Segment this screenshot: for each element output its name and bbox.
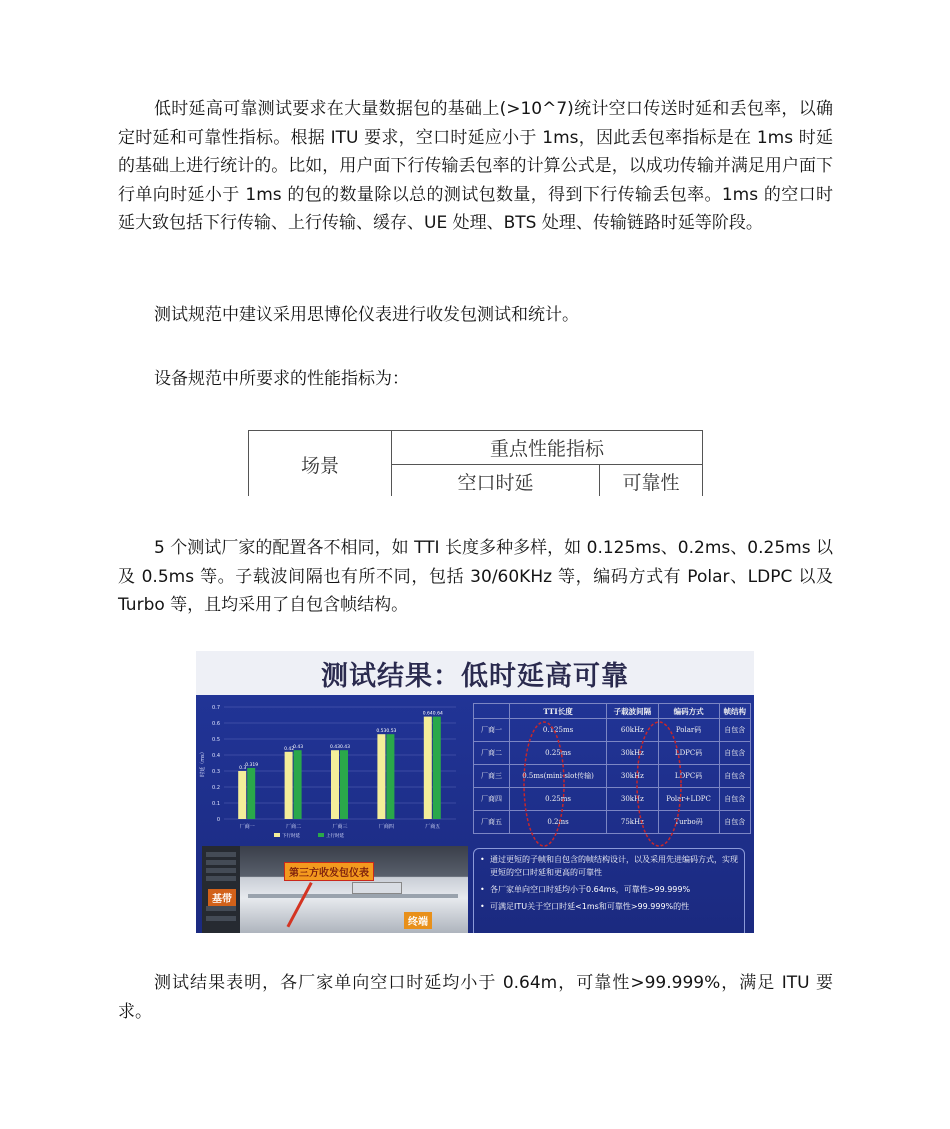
table-header-cell: TTI长度 — [510, 704, 607, 719]
y-tick-label: 0.4 — [212, 753, 220, 759]
spec-air-latency-cell: 空口时延 — [392, 465, 600, 497]
label-tester: 第三方收发包仪表 — [284, 862, 374, 881]
table-cell: 自包含 — [719, 765, 750, 788]
table-cell: 30kHz — [607, 788, 658, 811]
slide-body — [196, 695, 754, 933]
table-header-cell: 编码方式 — [658, 704, 719, 719]
test-result-slide — [196, 651, 754, 933]
legend-label: 上行时延 — [326, 834, 344, 839]
table-cell: 75kHz — [607, 811, 658, 834]
paragraph-vendors: 5 个测试厂家的配置各不相同，如 TTI 长度多种多样，如 0.125ms、0.2ms、0.25ms 以及 0.5ms 等。子载波间隔也有所不同，包括 30/60KHz 等，编码方式有 Polar、LDPC 以及 Turbo 等，且均采用了自包含帧结构。 — [118, 538, 833, 615]
table-cell: LDPC码 — [658, 765, 719, 788]
y-tick-label: 0.1 — [212, 801, 220, 807]
test-setup-photo — [202, 846, 468, 933]
photo-arrow — [287, 882, 313, 928]
spec-key-metrics-cell: 重点性能指标 — [392, 431, 703, 465]
x-tick-label: 厂商五 — [425, 824, 441, 830]
y-tick-label: 0.3 — [212, 769, 220, 775]
y-tick-label: 0.7 — [212, 705, 220, 711]
data-label: 0.42 — [284, 746, 295, 752]
table-cell: 60kHz — [607, 719, 658, 742]
slide-title: 测试结果：低时延高可靠 — [196, 651, 754, 695]
photo-device — [352, 882, 402, 894]
coding-highlight-circle — [637, 722, 681, 846]
paragraph-latency-test: 低时延高可靠测试要求在大量数据包的基础上(>10^7)统计空口传送时延和丢包率，以确定时延和可靠性指标。根据 ITU 要求，空口时延应小于 1ms，因此丢包率指标是在 1ms 时延的基础上进行统计的。比如，用户面下行传输丢包率的计算公式是，以成功传输并满足用户面下行单向时延小于 1ms 的包的数量除以总的测试包数量，得到下行传输丢包率。1ms 的空口时延大致包括下行传输、上行传输、缓存、UE 处理、BTS 处理、传输链路时延等阶段。 — [118, 99, 833, 233]
note-line: • 各厂家单向空口时延均小于0.64ms，可靠性>99.999% — [480, 883, 738, 896]
table-cell: Polar+LDPC — [658, 788, 719, 811]
table-cell: 0.25ms — [510, 788, 607, 811]
y-tick-label: 0.2 — [212, 785, 220, 791]
data-label: 0.43 — [293, 745, 304, 751]
data-label: 0.430.43 — [329, 745, 351, 751]
y-tick-label: 0.6 — [212, 721, 220, 727]
note-line: • 可满足ITU关于空口时延<1ms和可靠性>99.999%的性 — [480, 900, 738, 913]
table-header-cell: 子载波间隔 — [607, 704, 658, 719]
table-cell: 0.2ms — [510, 811, 607, 834]
table-cell: 厂商四 — [474, 788, 510, 811]
paragraph-spirent: 测试规范中建议采用思博伦仪表进行收发包测试和统计。 — [154, 305, 579, 325]
legend-label: 下行时延 — [282, 834, 300, 839]
note-line: • 通过更短的子帧和自包含的帧结构设计，以及采用先进编码方式，实现更短的空口时延和更高的可靠性 — [480, 853, 738, 879]
table-cell: 30kHz — [607, 742, 658, 765]
table-cell: 30kHz — [607, 765, 658, 788]
table-cell: 0.25ms — [510, 742, 607, 765]
spec-reliability-cell: 可靠性 — [600, 465, 703, 497]
paragraph-spec-intro: 设备规范中所要求的性能指标为： — [154, 369, 409, 389]
table-cell: 自包含 — [719, 719, 750, 742]
y-axis-label: 时延（ms） — [200, 749, 206, 777]
x-tick-label: 厂商四 — [378, 824, 394, 830]
table-cell: 自包含 — [719, 742, 750, 765]
spec-scenario-cell: 场景 — [249, 431, 392, 497]
table-header-cell: 帧结构 — [719, 704, 750, 719]
photo-shelf — [248, 894, 458, 898]
x-tick-label: 厂商三 — [332, 824, 348, 830]
table-cell: 厂商五 — [474, 811, 510, 834]
table-cell: Polar码 — [658, 719, 719, 742]
data-label: 0.640.64 — [422, 711, 443, 717]
tti-highlight-circle — [524, 722, 564, 846]
spec-table — [248, 430, 703, 496]
table-cell: 0.125ms — [510, 719, 607, 742]
y-tick-label: 0.5 — [212, 737, 220, 743]
table-cell: 自包含 — [719, 788, 750, 811]
table-cell: Turbo码 — [658, 811, 719, 834]
table-cell: 厂商三 — [474, 765, 510, 788]
table-cell: 自包含 — [719, 811, 750, 834]
label-terminal: 终端 — [404, 912, 432, 929]
conclusion-box — [473, 848, 745, 933]
paragraph-conclusion: 测试结果表明，各厂家单向空口时延均小于 0.64m，可靠性>99.999%，满足 ITU 要求。 — [118, 973, 833, 1022]
table-cell: LDPC码 — [658, 742, 719, 765]
x-tick-label: 厂商二 — [286, 824, 302, 830]
data-label: 0.3 — [239, 766, 247, 771]
table-cell: 厂商一 — [474, 719, 510, 742]
table-cell: 厂商二 — [474, 742, 510, 765]
table-cell: 0.5ms(mini-slot传输) — [510, 765, 607, 788]
data-label: 0.530.53 — [376, 729, 397, 735]
data-label: 0.319 — [245, 762, 259, 768]
x-tick-label: 厂商一 — [239, 824, 255, 830]
label-baseband: 基带 — [208, 889, 236, 906]
y-tick-label: 0 — [216, 817, 220, 823]
